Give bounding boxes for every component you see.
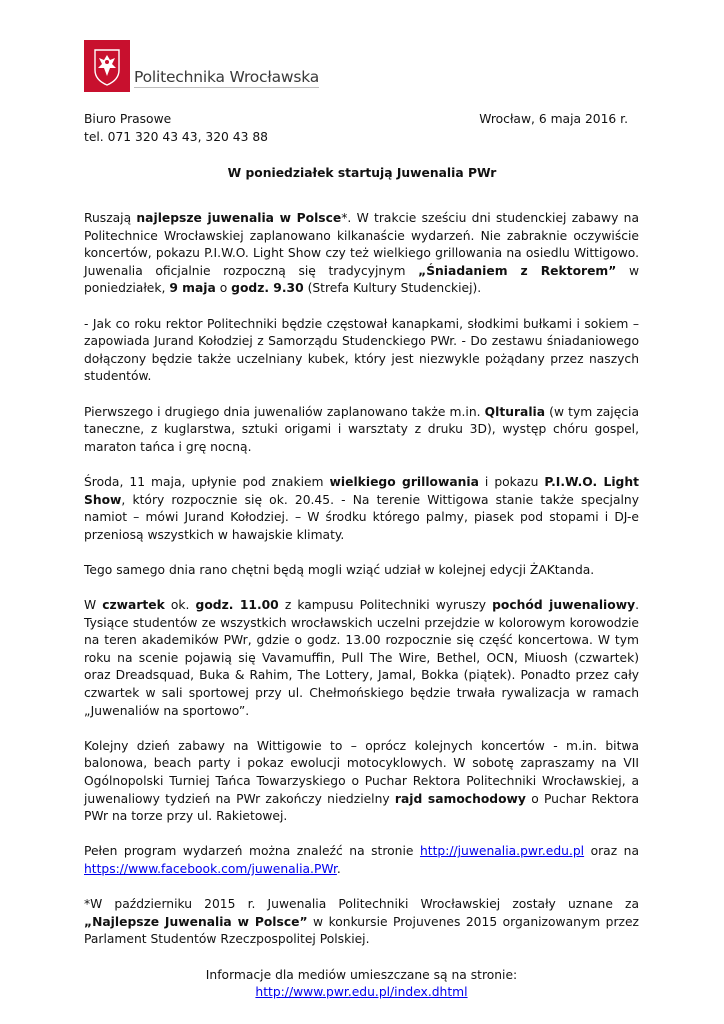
juwenalia-site-link[interactable]: http://juwenalia.pwr.edu.pl [419,844,585,859]
text: Pierwszego i drugiego dnia juwenaliów zaplanowano także m.in. [84,404,485,419]
text: o [215,281,232,296]
paragraph-quote: - Jak co roku rektor Politechniki będzie częstował kanapkami, słodkimi bułkami i sokiem – zapowiada Jurand Kołodziej z Samorządu Studenckiego PWr. - Do zestawu śniadaniowego dołączony będzie także uczelniany kubek, który jest niezwykle pożądany przez naszych studentów. [84,316,639,384]
bold-text: „Najlepsze Juwenalia w Polsce” [84,914,308,929]
facebook-link[interactable]: https://www.facebook.com/juwenalia.PWr [84,861,337,876]
text: o Puchar Rektora PWr na torze przy ul. Rakietowej. [84,791,639,824]
text: (Strefa Kultury Studenckiej). [303,281,482,296]
place-date: Wrocław, 6 maja 2016 r. [479,112,628,126]
paragraph-intro [84,210,639,298]
bold-text: godz. 11.00 [195,598,279,613]
bold-text: 9 maja [169,281,216,296]
paragraph-wednesday [84,474,639,544]
paragraph-footnote [84,896,639,949]
text: Pełen program wydarzeń można znaleźć na stronie [84,844,420,859]
press-office-block [84,110,268,146]
text: ok. [164,598,196,613]
pwr-site-link[interactable]: http://www.pwr.edu.pl/index.dhtml [255,985,468,1000]
bold-text: godz. 9.30 [231,281,304,296]
paragraph-qlturalia [84,404,639,457]
press-release-title: W poniedziałek startują Juwenalia PWr [227,166,497,180]
bold-text: Qlturalia [484,404,546,419]
text: z kampusu Politechniki wyruszy [278,598,493,613]
text: *. W trakcie sześciu dni studenckiej zabawy na Politechnice Wrocławskiej zaplanowano kilkanaście wydarzeń. Nie zabraknie oczywiście koncertów, pokazu P.I.W.O. Light Show czy też wielkiego grillowania na osiedlu Wittigowo. Juwenalia oficjalnie rozpoczną się tradycyjnym [84,211,639,278]
press-release-body [84,210,639,1002]
university-name: Politechnika Wrocławska [134,68,320,86]
text: *W październiku 2015 r. Juwenalia Politechniki Wrocławskiej zostały uznane za [84,897,639,912]
paragraph-program [84,843,639,878]
media-info-footer [84,967,639,1002]
paragraph-weekend [84,738,639,826]
paragraph-zaktanda: Tego samego dnia rano chętni będą mogli wziąć udział w kolejnej edycji ŻAKtanda. [84,562,595,577]
university-logo [84,40,319,92]
text: Ruszają [84,211,137,225]
text: w konkursie Projuvenes 2015 organizowanym przez Parlament Studentów Rzeczpospolitej Polskiej. [84,914,640,947]
bold-text: najlepsze juwenalia w Polsce [136,211,342,225]
text: . Tysiące studentów ze wszystkich wrocławskich uczelni przejdzie w kolorowym korowodzie na teren akademików PWr, gdzie o godz. 13.00 rozpocznie się część koncertowa. W tym roku na scenie pojawią się Vavamuffin, Pull The Wire, Bethel, OCN, Miuosh (czwartek) oraz Dreadsquad, Buka & Rahim, The Lottery, Jamal, Bokka (piątek). Ponadto przez cały czwartek w sali sportowej przy ul. Chełmońskiego będzie trwała rywalizacja w ramach „Juwenaliów na sportowo”. [84,598,640,718]
eagle-crest-icon [84,40,130,92]
text: W [84,598,103,613]
bold-text: „Śniadaniem z Rektorem” [418,263,617,278]
bold-text: P.I.W.O. Light Show [84,474,639,507]
text: (w tym zajęcia taneczne, z kuglarstwa, sztuki origami i warsztaty z druku 3D), występ chóru gospel, maraton tańca i grę nocną. [84,404,640,454]
press-office-phone: tel. 071 320 43 43, 320 43 88 [84,130,268,144]
media-info-text: Informacje dla mediów umieszczane są na stronie: [205,967,518,982]
text: Kolejny dzień zabawy na Wittigowie to – oprócz kolejnych koncertów - m.in. bitwa balonowa, beach party i pokaz ewolucji motocyklowych. W sobotę zapraszamy na VII Ogólnopolski Turniej Tańca Towarzyskiego o Puchar Rektora Politechniki Wrocławskiej, a juwenaliowy tydzień na PWr zakończy niedzielny [84,738,639,806]
paragraph-thursday [84,597,639,720]
text: . [336,861,341,876]
bold-text: pochód juwenaliowy [492,598,636,613]
bold-text: wielkiego grillowania [329,474,479,489]
text: , który rozpocznie się ok. 20.45. - Na terenie Wittigowa stanie także specjalny namiot – mówi Jurand Kołodziej. – W środku którego palmy, piasek pod stopami i DJ-e przeniosą wszystkich w hawajskie klimaty. [84,492,639,542]
press-office-label: Biuro Prasowe [84,112,172,126]
text: oraz na [584,844,640,859]
text: Środa, 11 maja, upłynie pod znakiem [84,474,330,489]
bold-text: czwartek [102,598,165,613]
text: w poniedziałek, [84,263,640,296]
text: i pokazu [478,474,545,489]
bold-text: rajd samochodowy [394,791,526,806]
